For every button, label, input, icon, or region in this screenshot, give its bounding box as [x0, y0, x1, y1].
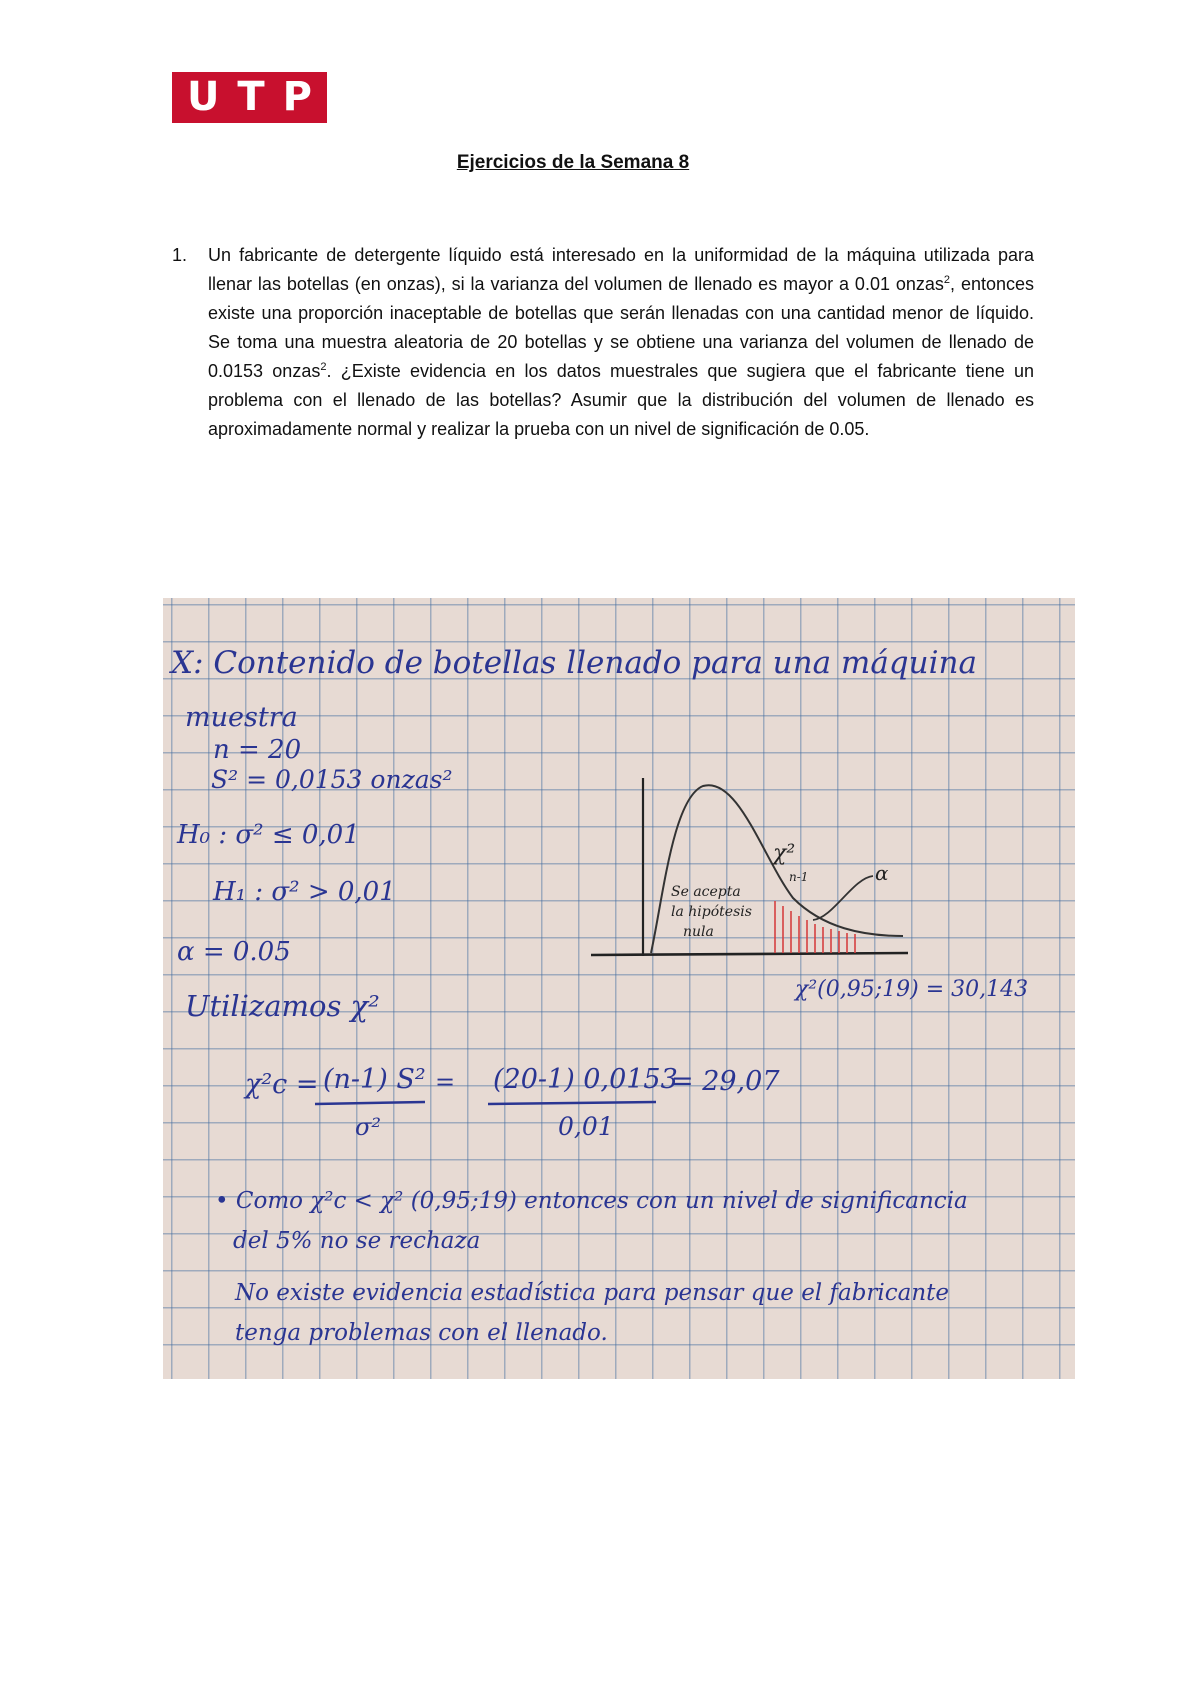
exercise-text-part-a: Un fabricante de detergente líquido está interesado en la uniformidad de la máquina utilizada para llenar las botellas (en onzas), si la varianza del volumen de llenado es mayor a 0.01 onzas: [208, 245, 1034, 294]
graph-alpha-label: α: [875, 861, 889, 885]
hw-alpha-line: α = 0.05: [177, 937, 291, 967]
document-title: Ejercicios de la Semana 8: [456, 152, 690, 173]
exercise-statement: [208, 241, 1034, 444]
hw-conclusion-line-2: del 5% no se rechaza: [233, 1228, 481, 1254]
hw-calc-fraction-bar: [488, 1102, 656, 1104]
hw-formula-fraction-bar: [315, 1102, 425, 1104]
hw-n-line: n = 20: [213, 735, 302, 765]
hw-calc-denominator: 0,01: [558, 1112, 614, 1141]
hw-equals-sign: =: [435, 1068, 456, 1096]
logo-letter-t: T: [237, 74, 265, 120]
hw-conclusion-line-3: No existe evidencia estadística para pensar que el fabricante: [235, 1280, 950, 1306]
hw-h1-line: H₁ : σ² > 0,01: [213, 877, 396, 907]
hw-formula-lhs: χ²c =: [245, 1069, 319, 1100]
hw-formula-numerator: (n-1) S²: [323, 1064, 426, 1095]
hw-s2-line: S² = 0,0153 onzas²: [211, 765, 453, 794]
hw-formula-denominator: σ²: [355, 1113, 382, 1141]
graph-accept-text-3: nula: [683, 924, 714, 940]
logo-letter-p: P: [282, 74, 312, 120]
exercise-superscript-a: 2: [943, 274, 951, 286]
graph-df-label: n-1: [789, 870, 809, 884]
exercise-number: 1.: [172, 245, 188, 265]
logo-letter-u: U: [186, 74, 220, 120]
hw-conclusion-line-4: tenga problemas con el llenado.: [235, 1320, 608, 1346]
graph-alpha-arrow: [813, 876, 873, 920]
hw-definition: X: Contenido de botellas llenado para una máquina: [171, 645, 977, 681]
utp-logo: [172, 72, 327, 123]
graph-accept-text-2: la hipótesis: [671, 904, 752, 920]
chi-square-sketch: [591, 778, 908, 956]
hw-conclusion-line-1: • Como χ²c < χ² (0,95;19) entonces con un nivel de significancia: [215, 1188, 968, 1214]
hw-calc-result: = 29,07: [671, 1066, 780, 1097]
hw-critical-value: χ²(0,95;19) = 30,143: [795, 977, 1029, 1002]
hw-h0-line: H₀ : σ² ≤ 0,01: [177, 820, 360, 850]
exercise-text-part-c: . ¿Existe evidencia en los datos muestrales que sugiera que el fabricante tiene un problema con el llenado de las botellas? Asumir que la distribución del volumen de llenado es aproximadamente normal y realizar la prueba con un nivel de significación de 0.05.: [208, 361, 1035, 439]
handwritten-solution-photo: [163, 598, 1075, 1379]
handwritten-solution: [163, 598, 1075, 1379]
exercise-text-part-b: , entonces existe una proporción inaceptable de botellas que serán llenadas con una cantidad menor de líquido. Se toma una muestra aleatoria de 20 botellas y se obtiene una varianza del volumen de llenado de 0.0153 onzas: [208, 274, 1034, 381]
hw-calc-numerator: (20-1) 0,0153: [493, 1064, 678, 1095]
hw-use-chi-line: Utilizamos χ²: [185, 989, 380, 1023]
graph-accept-text-1: Se acepta: [671, 884, 741, 900]
graph-chi-label: χ²: [773, 841, 796, 866]
exercise-superscript-b: 2: [320, 361, 327, 373]
hw-sample-label: muestra: [185, 702, 298, 733]
graph-x-axis: [591, 953, 908, 955]
